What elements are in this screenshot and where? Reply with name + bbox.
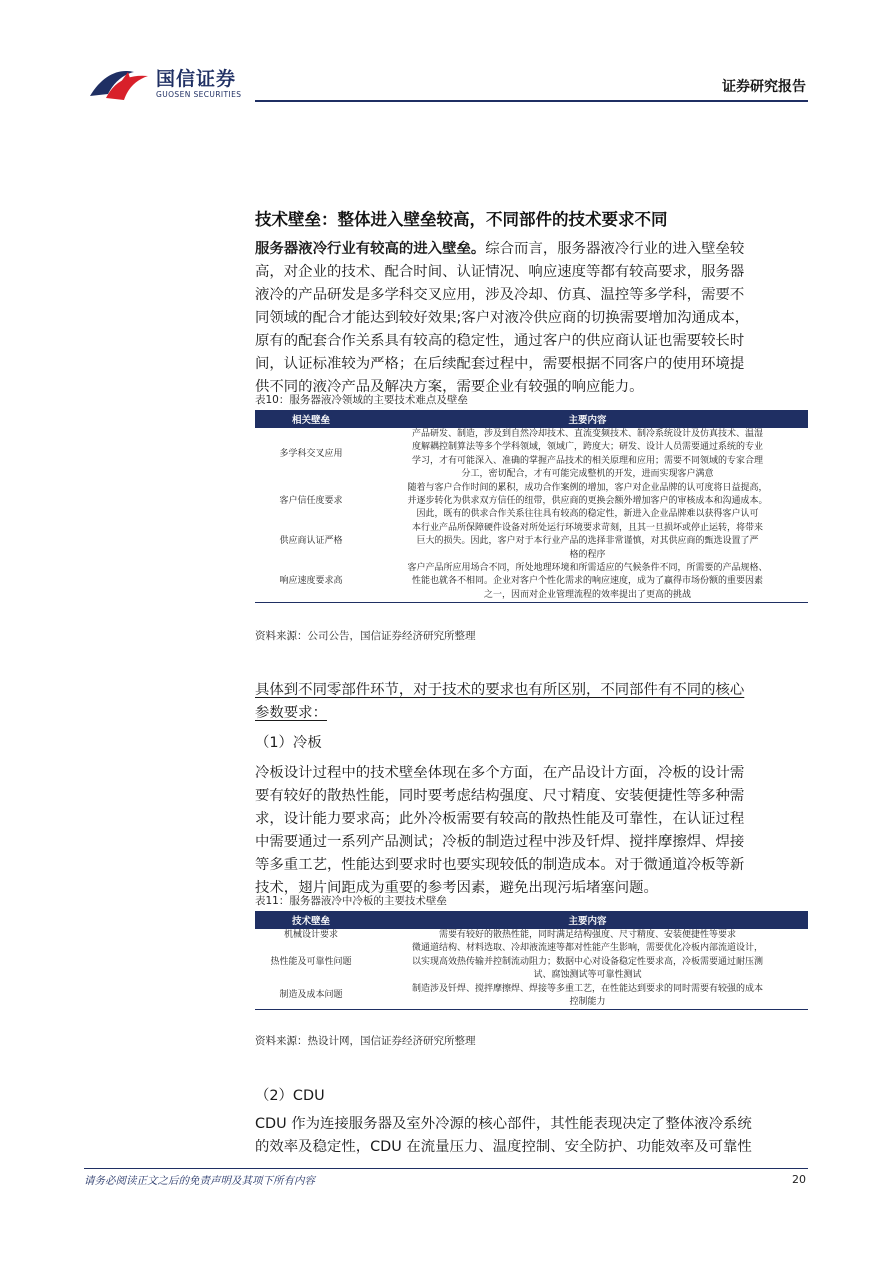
table-row <box>255 929 808 942</box>
table-row <box>255 942 808 982</box>
cell-line: 客户产品所应用场合不同，所处地理环境和所需适应的气候条件不同，所需要的产品规格、 <box>407 563 768 574</box>
intro-bold-lead: 服务器液冷行业有较高的进入壁垒。 <box>255 241 486 257</box>
parts-lead-line: 具体到不同零部件环节，对于技术的要求也有所区别，不同部件有不同的核心 <box>255 682 745 698</box>
footer-divider <box>84 1168 808 1169</box>
cell-line: 因此，既有的供求合作关系往往具有较高的稳定性，新进入企业品牌难以获得客户认可 <box>416 509 759 520</box>
cdu-line: 的效率及稳定性，CDU 在流量压力、温度控制、安全防护、功能效率及可靠性 <box>255 1139 752 1155</box>
table10-wrapper <box>255 410 808 603</box>
table10 <box>255 410 808 603</box>
intro-line: 液冷的产品研发是多学科交叉应用，涉及冷却、仿真、温控等多学科，需要不 <box>255 287 745 303</box>
cell-line: 度解耦控制算法等多个学科领域，领域广，跨度大；研发、设计人员需要通过系统的专业 <box>411 442 763 453</box>
cdu-paragraph <box>255 1113 808 1159</box>
barrier-content-cell <box>367 562 808 603</box>
cell-line: 微通道结构、材料选取、冷却液流速等都对性能产生影响，需要优化冷板内部流道设计， <box>411 943 763 954</box>
cell-line: 试、腐蚀测试等可靠性测试 <box>533 970 642 981</box>
table10-source: 资料来源：公司公告，国信证券经济研究所整理 <box>255 630 476 642</box>
footer-disclaimer: 请务必阅读正文之后的免责声明及其项下所有内容 <box>84 1175 315 1187</box>
table11-caption: 表11：服务器液冷中冷板的主要技术壁垒 <box>255 895 447 907</box>
cold-plate-heading: （1）冷板 <box>255 735 322 751</box>
barrier-name-cell: 响应速度要求高 <box>255 562 367 603</box>
table-header-row <box>255 911 808 929</box>
cold-plate-line: 冷板设计过程中的技术壁垒体现在多个方面，在产品设计方面，冷板的设计需 <box>255 765 745 781</box>
intro-line: 高，对企业的技术、配合时间、认证情况、响应速度等都有较高要求，服务器 <box>255 264 745 280</box>
intro-line: 供不同的液冷产品及解决方案，需要企业有较强的响应能力。 <box>255 379 644 395</box>
cold-plate-paragraph <box>255 762 808 900</box>
cell-line: 本行业产品所保障硬件设备对所处运行环境要求苛刻，且其一旦损坏或停止运转，将带来 <box>411 522 763 533</box>
column-header: 主要内容 <box>367 410 808 428</box>
barrier-content-cell <box>367 482 808 522</box>
intro-paragraph <box>255 238 808 399</box>
table-header-row <box>255 410 808 428</box>
barrier-name-cell: 客户信任度要求 <box>279 496 343 507</box>
barrier-name-cell: 制造及成本问题 <box>255 983 367 1010</box>
barrier-name-cell: 供应商认证严格 <box>279 536 343 547</box>
table11 <box>255 911 808 1010</box>
report-type-label: 证券研究报告 <box>722 79 806 95</box>
barrier-content-cell <box>367 929 808 942</box>
guosen-logo-mark-icon <box>88 62 152 104</box>
barrier-content-cell <box>367 942 808 982</box>
intro-line: 间，认证标准较为严格；在后续配套过程中，需要根据不同客户的使用环境提 <box>255 356 745 372</box>
parts-lead-paragraph <box>255 679 808 725</box>
cell-line: 格的程序 <box>569 549 606 560</box>
cell-line: 之一，因而对企业管理流程的效率提出了更高的挑战 <box>483 589 691 600</box>
section-title: 技术壁垒：整体进入壁垒较高，不同部件的技术要求不同 <box>255 210 668 229</box>
intro-line-text: 综合而言，服务器液冷行业的进入壁垒较 <box>485 241 745 257</box>
barrier-content-cell <box>367 428 808 482</box>
cell-line: 以实现高效热传输并控制流动阻力；数据中心对设备稳定性要求高，冷板需要通过耐压测 <box>411 956 763 967</box>
table-row <box>255 482 808 522</box>
table11-source: 资料来源：热设计网，国信证券经济研究所整理 <box>255 1035 476 1047</box>
page-header <box>0 0 892 110</box>
cell-line: 学习，才有可能深入、准确的掌握产品技术的相关原理和应用；需要不同领域的专家合理 <box>411 455 763 466</box>
cold-plate-line: 中需要通过一系列产品测试；冷板的制造过程中涉及钎焊、搅拌摩擦焊、焊接 <box>255 834 745 850</box>
cold-plate-line: 要有较好的散热性能，同时要考虑结构强度、尺寸精度、安装便捷性等多种需 <box>255 788 745 804</box>
table-row <box>255 428 808 482</box>
barrier-content-cell <box>367 983 808 1010</box>
table-row <box>255 522 808 562</box>
table11-wrapper <box>255 911 808 1010</box>
cold-plate-line: 求，设计能力要求高；此外冷板需要有较高的散热性能及可靠性，在认证过程 <box>255 811 745 827</box>
table10-caption: 表10：服务器液冷领域的主要技术难点及壁垒 <box>255 394 468 406</box>
cold-plate-line: 等多重工艺，性能达到要求时也要实现较低的制造成本。对于微通道冷板等新 <box>255 857 745 873</box>
intro-line: 同领域的配合才能达到较好效果;客户对液冷供应商的切换需要增加沟通成本， <box>255 310 750 326</box>
intro-line: 原有的配套合作关系具有较高的稳定性，通过客户的供应商认证也需要较长时 <box>255 333 745 349</box>
header-divider <box>255 100 808 102</box>
barrier-content-cell <box>367 522 808 562</box>
column-header: 主要内容 <box>367 911 808 929</box>
cell-line: 并逐步转化为供求双方信任的纽带，供应商的更换会额外增加客户的审核成本和沟通成本。 <box>407 496 768 507</box>
barrier-name-cell: 热性能及可靠性问题 <box>270 956 352 967</box>
table-row <box>255 983 808 1010</box>
cold-plate-line: 技术，翅片间距成为重要的参考因素，避免出现污垢堵塞问题。 <box>255 880 658 896</box>
logo-english-name: GUOSEN SECURITIES <box>156 90 242 99</box>
cell-line: 分工，密切配合，才有可能完成整机的开发，进而实现客户满意 <box>461 469 714 480</box>
cell-line: 性能也就各不相同。企业对客户个性化需求的响应速度，成为了赢得市场份额的重要因素 <box>411 576 763 587</box>
barrier-name-cell: 机械设计要求 <box>283 930 338 940</box>
intro-line <box>255 238 808 261</box>
column-header: 技术壁垒 <box>255 911 367 929</box>
column-header: 相关壁垒 <box>255 410 367 428</box>
parts-lead-line: 参数要求： <box>255 705 327 721</box>
cell-line: 产品研发、制造，涉及到自然冷却技术、直流变频技术、制冷系统设计及仿真技术、温湿 <box>411 429 763 439</box>
cdu-heading: （2）CDU <box>255 1088 325 1104</box>
logo-chinese-name: 国信证券 <box>156 68 237 90</box>
barrier-name-cell: 多学科交叉应用 <box>279 449 343 460</box>
cell-line: 巨大的损失。因此，客户对于本行业产品的选择非常谨慎，对其供应商的甄选设置了严 <box>416 536 759 547</box>
table-row <box>255 562 808 603</box>
cell-line: 控制能力 <box>569 997 606 1008</box>
guosen-logo <box>88 62 248 106</box>
cell-line: 制造涉及钎焊、搅拌摩擦焊、焊接等多重工艺，在性能达到要求的同时需要有较强的成本 <box>411 983 763 994</box>
cell-line: 需要有较好的散热性能，同时满足结构强度、尺寸精度、安装便捷性等要求 <box>438 930 736 940</box>
cell-line: 随着与客户合作时间的累积，成功合作案例的增加，客户对企业品牌的认可度将日益提高， <box>407 482 768 493</box>
cdu-line: CDU 作为连接服务器及室外冷源的核心部件，其性能表现决定了整体液冷系统 <box>255 1116 752 1132</box>
page-number: 20 <box>792 1173 806 1186</box>
